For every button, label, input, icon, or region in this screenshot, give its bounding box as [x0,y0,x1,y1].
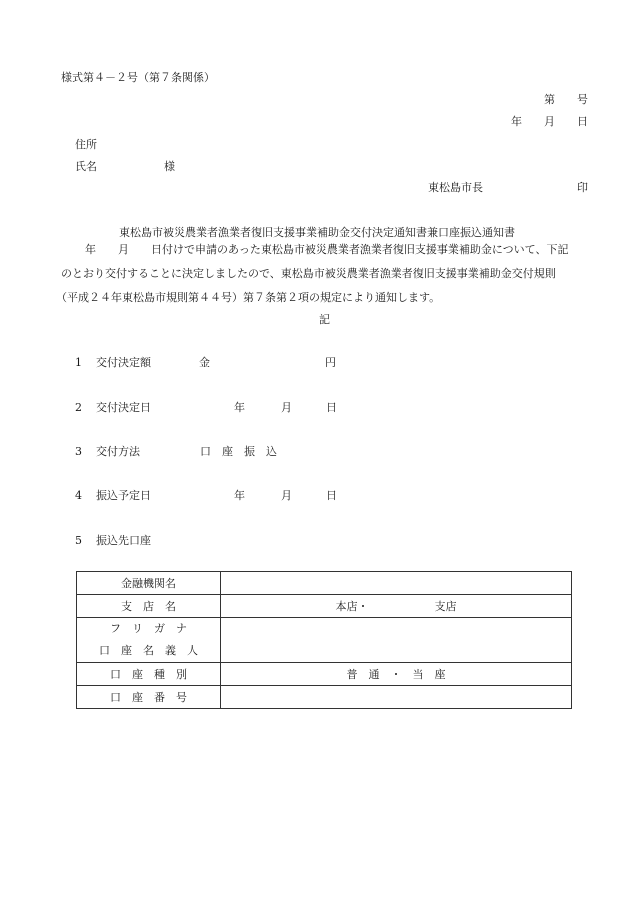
account-type-field[interactable]: 普 通 ・ 当 座 [221,663,572,686]
bank-name-field[interactable] [221,572,572,595]
account-holder-field[interactable] [221,618,572,663]
item-number: 3 [75,445,82,458]
item-label: 振込予定日 [96,489,151,502]
item-value: 月 [281,489,292,502]
item-value: 口 座 振 込 [200,445,277,458]
issuer-name: 東松島市長 [428,181,483,194]
account-holder-name-label: 口 座 名 義 人 [99,644,198,657]
item-value: 日 [326,401,337,414]
honorific-sama: 様 [164,160,175,173]
table-row [77,663,572,686]
item-value: 金 [199,356,210,369]
account-holder-label [77,618,221,663]
item-value: 日 [326,489,337,502]
item-label: 交付決定額 [96,356,151,369]
item-label: 交付方法 [96,445,140,458]
branch-name-field[interactable]: 本店・ 支店 [221,595,572,618]
account-type-label: 口 座 種 別 [77,663,221,686]
item-value: 年 [234,489,245,502]
table-row [77,595,572,618]
address-label: 住所 [75,138,97,151]
body-paragraph [56,238,591,310]
item-value: 月 [281,401,292,414]
branch-name-label: 支 店 名 [77,595,221,618]
furigana-label: フ リ ガ ナ [110,622,187,635]
bank-account-table [76,571,572,709]
table-row [77,572,572,595]
document-date: 年 月 日 [511,115,588,128]
item-value: 年 [234,401,245,414]
body-line: （平成２４年東松島市規則第４４号）第７条第２項の規定により通知します。 [56,291,441,304]
document-number: 第 号 [544,93,588,106]
seal-mark: 印 [577,181,588,194]
bank-name-label: 金融機関名 [77,572,221,595]
body-line: 年 月 日付けで申請のあった東松島市被災農業者漁業者復旧支援事業補助金について、下記 [85,243,569,256]
item-number: 2 [75,401,82,414]
table-row [77,618,572,663]
ki-heading: 記 [319,313,330,326]
item-number: 4 [75,489,82,502]
item-number: 1 [75,356,82,369]
item-label: 交付決定日 [96,401,151,414]
item-label: 振込先口座 [96,534,151,547]
account-number-field[interactable] [221,686,572,709]
item-number: 5 [75,534,82,547]
document-title: 東松島市被災農業者漁業者復旧支援事業補助金交付決定通知書兼口座振込通知書 [119,226,515,239]
body-line: のとおり交付することに決定しましたので、東松島市被災農業者漁業者復旧支援事業補助金交付規則 [61,267,556,280]
form-id: 様式第４－２号（第７条関係） [61,71,215,84]
account-number-label: 口 座 番 号 [77,686,221,709]
item-value: 円 [325,356,336,369]
name-label: 氏名 [75,160,97,173]
table-row [77,686,572,709]
